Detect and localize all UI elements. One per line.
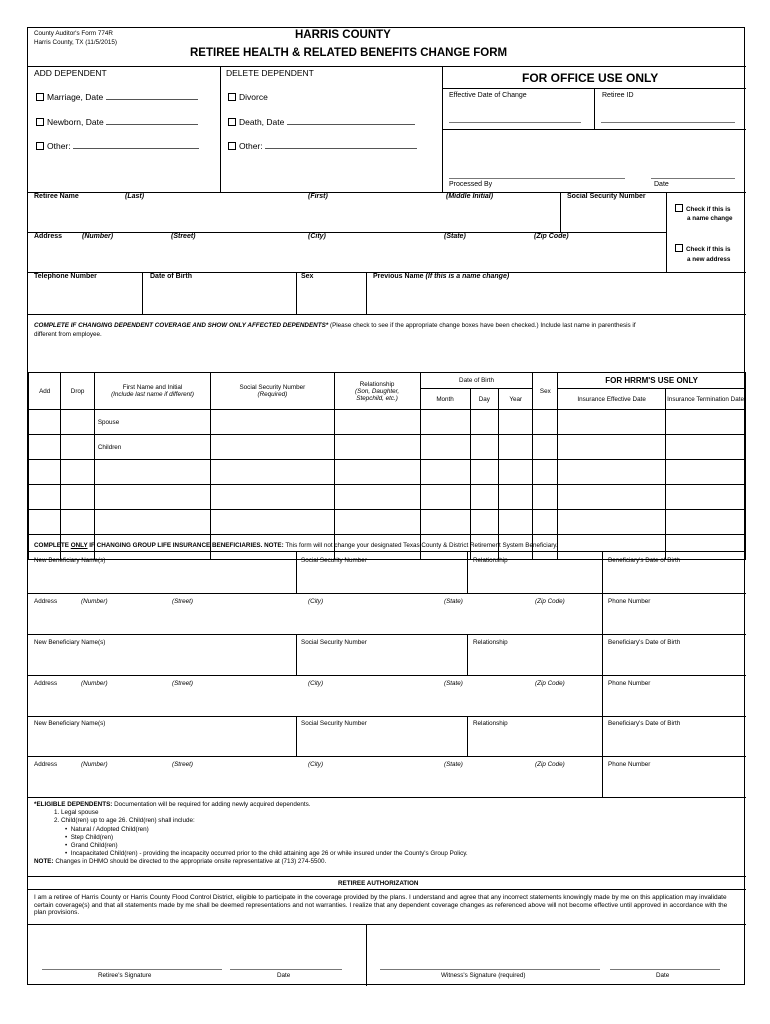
dependent-instruction: COMPLETE IF CHANGING DEPENDENT COVERAGE AND SHOW ONLY AFFECTED DEPENDENTS* (Please check to see if the appropriate change boxes have been checked.) Include last name in parenthesis if — [34, 322, 636, 329]
first-name-label: (First) — [308, 193, 328, 200]
page-title: RETIREE HEALTH & RELATED BENEFITS CHANGE FORM — [190, 47, 508, 59]
effective-date-label: Effective Date of Change — [449, 92, 527, 99]
witness-signature-label: Witness's Signature (required) — [441, 972, 526, 979]
marriage-date-line[interactable] — [106, 92, 198, 100]
address-zip-label: (Zip Code) — [534, 233, 569, 240]
office-use-heading: FOR OFFICE USE ONLY — [522, 71, 659, 85]
new-address-check[interactable]: Check if this is — [675, 244, 730, 253]
beneficiary-state-label: (State) — [444, 761, 463, 768]
beneficiary-number-label: (Number) — [81, 598, 108, 605]
beneficiary-ssn-label: Social Security Number — [301, 639, 367, 646]
col-relationship: Relationship (Son, Daughter, Stepchild, etc.) — [334, 373, 420, 410]
beneficiary-state-label: (State) — [444, 598, 463, 605]
beneficiary-street-label: (Street) — [172, 598, 193, 605]
dependent-table — [28, 372, 746, 560]
hrrm-use-heading: FOR HRRM'S USE ONLY — [558, 373, 746, 389]
telephone-label: Telephone Number — [34, 273, 97, 280]
retiree-id-label: Retiree ID — [602, 92, 634, 99]
list-item: • Natural / Adopted Child(ren) — [65, 825, 149, 833]
beneficiary-street-label: (Street) — [172, 680, 193, 687]
death-option[interactable]: Death, Date — [228, 117, 415, 127]
middle-initial-label: (Middle Initial) — [446, 193, 494, 200]
dependent-header-row — [29, 373, 746, 389]
beneficiary-address-label: Address — [34, 761, 58, 768]
processed-date-label: Date — [654, 181, 669, 188]
marriage-option[interactable]: Marriage, Date — [36, 92, 198, 102]
add-other-checkbox[interactable] — [36, 142, 44, 150]
beneficiary-phone-label: Phone Number — [608, 598, 651, 605]
add-dependent-heading: ADD DEPENDENT — [34, 68, 107, 78]
delete-dependent-heading: DELETE DEPENDENT — [226, 68, 314, 78]
beneficiary-number-label: (Number) — [81, 680, 108, 687]
divorce-option[interactable]: Divorce — [228, 92, 268, 102]
beneficiary-name-label: New Beneficiary Name(s) — [34, 639, 106, 646]
processed-by-label: Processed By — [449, 181, 493, 188]
delete-other-option[interactable]: Other: — [228, 141, 417, 151]
col-name: First Name and Initial (Include last name if different) — [94, 373, 210, 410]
table-row[interactable] — [29, 435, 746, 460]
witness-date-line[interactable] — [610, 969, 720, 970]
address-street-label: (Street) — [171, 233, 196, 240]
witness-date-label: Date — [656, 972, 670, 979]
address-city-label: (City) — [308, 233, 326, 240]
dependent-instruction-2: different from employee. — [34, 331, 102, 338]
beneficiary-relationship-label: Relationship — [473, 720, 508, 727]
col-month: Month — [420, 389, 470, 410]
beneficiary-phone-label: Phone Number — [608, 680, 651, 687]
beneficiary-name-label: New Beneficiary Name(s) — [34, 720, 106, 727]
newborn-option[interactable]: Newborn, Date — [36, 117, 198, 127]
beneficiary-dob-label: Beneficiary's Date of Birth — [608, 720, 681, 727]
beneficiary-street-label: (Street) — [172, 761, 193, 768]
death-date-line[interactable] — [287, 117, 415, 125]
list-item: • Grand Child(ren) — [65, 842, 118, 850]
marriage-checkbox[interactable] — [36, 93, 44, 101]
children-label: Children — [94, 435, 210, 460]
change-form — [27, 27, 745, 985]
beneficiary-zip-label: (Zip Code) — [535, 680, 565, 687]
list-item: • Step Child(ren) — [65, 833, 114, 841]
name-change-text: a name change — [687, 215, 733, 222]
beneficiary-ssn-label: Social Security Number — [301, 720, 367, 727]
address-number-label: (Number) — [82, 233, 114, 240]
list-item: • Incapacitated Child(ren) - providing the incapacity occurred prior to the child attaining age 26 or while insured under the County's Group Policy. — [65, 850, 468, 858]
beneficiary-city-label: (City) — [308, 761, 324, 768]
beneficiary-ssn-label: Social Security Number — [301, 557, 367, 564]
col-dob: Date of Birth — [420, 373, 533, 389]
col-year: Year — [499, 389, 533, 410]
table-row[interactable] — [29, 410, 746, 435]
col-ssn: Social Security Number (Required) — [211, 373, 334, 410]
beneficiary-relationship-label: Relationship — [473, 557, 508, 564]
beneficiary-zip-label: (Zip Code) — [535, 598, 565, 605]
beneficiary-instruction: COMPLETE ONLY IF CHANGING GROUP LIFE INSURANCE BENEFICIARIES. NOTE: This form will not change your designated Texas County & District Retirement System Beneficiary. — [34, 542, 558, 549]
retiree-name-label: Retiree Name — [34, 193, 79, 200]
col-sex: Sex — [533, 373, 558, 410]
table-row[interactable] — [29, 485, 746, 510]
beneficiary-state-label: (State) — [444, 680, 463, 687]
col-add: Add — [29, 373, 61, 410]
address-state-label: (State) — [444, 233, 466, 240]
add-other-line[interactable] — [73, 141, 199, 149]
name-change-checkbox[interactable] — [675, 204, 683, 212]
beneficiary-relationship-label: Relationship — [473, 639, 508, 646]
delete-other-line[interactable] — [265, 141, 417, 149]
retiree-signature-line[interactable] — [42, 969, 222, 970]
delete-other-checkbox[interactable] — [228, 142, 236, 150]
retiree-ssn-label: Social Security Number — [567, 193, 646, 200]
new-address-text: a new address — [687, 256, 731, 263]
eligible-dependents: *ELIGIBLE DEPENDENTS: Documentation will be required for adding newly acquired dependents. 1. Legal spouse 2. Child(ren) up to age 26. Child(ren) shall include: • Natural / Adopted Child(ren) • Step Child(ren) • Grand Child(ren) • Incapacitated Child(ren) - providing the incapacity occurred prior to the child attaining age 26 or while insured under the County's Group Policy. NOTE: Changes in DHMO should be directed to the appropriate onsite representative at (713) 274-5500. — [34, 801, 468, 866]
newborn-checkbox[interactable] — [36, 118, 44, 126]
address-label: Address — [34, 233, 63, 240]
beneficiary-dob-label: Beneficiary's Date of Birth — [608, 639, 681, 646]
beneficiary-city-label: (City) — [308, 598, 324, 605]
new-address-checkbox[interactable] — [675, 244, 683, 252]
retiree-date-line[interactable] — [230, 969, 342, 970]
beneficiary-address-label: Address — [34, 680, 58, 687]
beneficiary-phone-label: Phone Number — [608, 761, 651, 768]
table-row[interactable] — [29, 460, 746, 485]
beneficiary-zip-label: (Zip Code) — [535, 761, 565, 768]
authorization-heading: RETIREE AUTHORIZATION — [338, 880, 419, 887]
col-drop: Drop — [61, 373, 94, 410]
col-insurance-termination: Insurance Termination Date — [666, 389, 746, 410]
retiree-signature-label: Retiree's Signature — [98, 972, 152, 979]
authorization-text: I am a retiree of Harris County or Harris County Flood Control District, eligible to participate in the coverage provided by the plans. I understand and agree that any incorrect statements knowingly made by me on this application may invalidate certain coverage(s) and that all statements made by me shall be deemed representations and not warranties. I realize that any dependent coverage changes as referenced above will not become effective until approved in accordance with the plan provisions. — [34, 894, 728, 917]
add-other-option[interactable]: Other: — [36, 141, 199, 151]
col-insurance-effective: Insurance Effective Date — [558, 389, 666, 410]
retiree-dob-label: Date of Birth — [150, 273, 192, 280]
beneficiary-name-label: New Beneficiary Name(s) — [34, 557, 106, 564]
death-checkbox[interactable] — [228, 118, 236, 126]
table-row[interactable] — [29, 510, 746, 535]
beneficiary-address-label: Address — [34, 598, 58, 605]
last-name-label: (Last) — [125, 193, 145, 200]
name-change-check[interactable]: Check if this is — [675, 204, 730, 213]
county-heading: HARRIS COUNTY — [295, 29, 391, 41]
witness-signature-line[interactable] — [380, 969, 600, 970]
beneficiary-number-label: (Number) — [81, 761, 108, 768]
divorce-checkbox[interactable] — [228, 93, 236, 101]
retiree-sex-label: Sex — [301, 273, 314, 280]
newborn-date-line[interactable] — [106, 117, 198, 125]
beneficiary-dob-label: Beneficiary's Date of Birth — [608, 557, 681, 564]
retiree-date-label: Date — [277, 972, 291, 979]
beneficiary-city-label: (City) — [308, 680, 324, 687]
spouse-label: Spouse — [94, 410, 210, 435]
form-number: County Auditor's Form 774R — [34, 30, 113, 37]
col-day: Day — [470, 389, 499, 410]
previous-name-label: Previous Name (If this is a name change) — [373, 273, 510, 280]
county-date: Harris County, TX (11/5/2015) — [34, 39, 117, 46]
